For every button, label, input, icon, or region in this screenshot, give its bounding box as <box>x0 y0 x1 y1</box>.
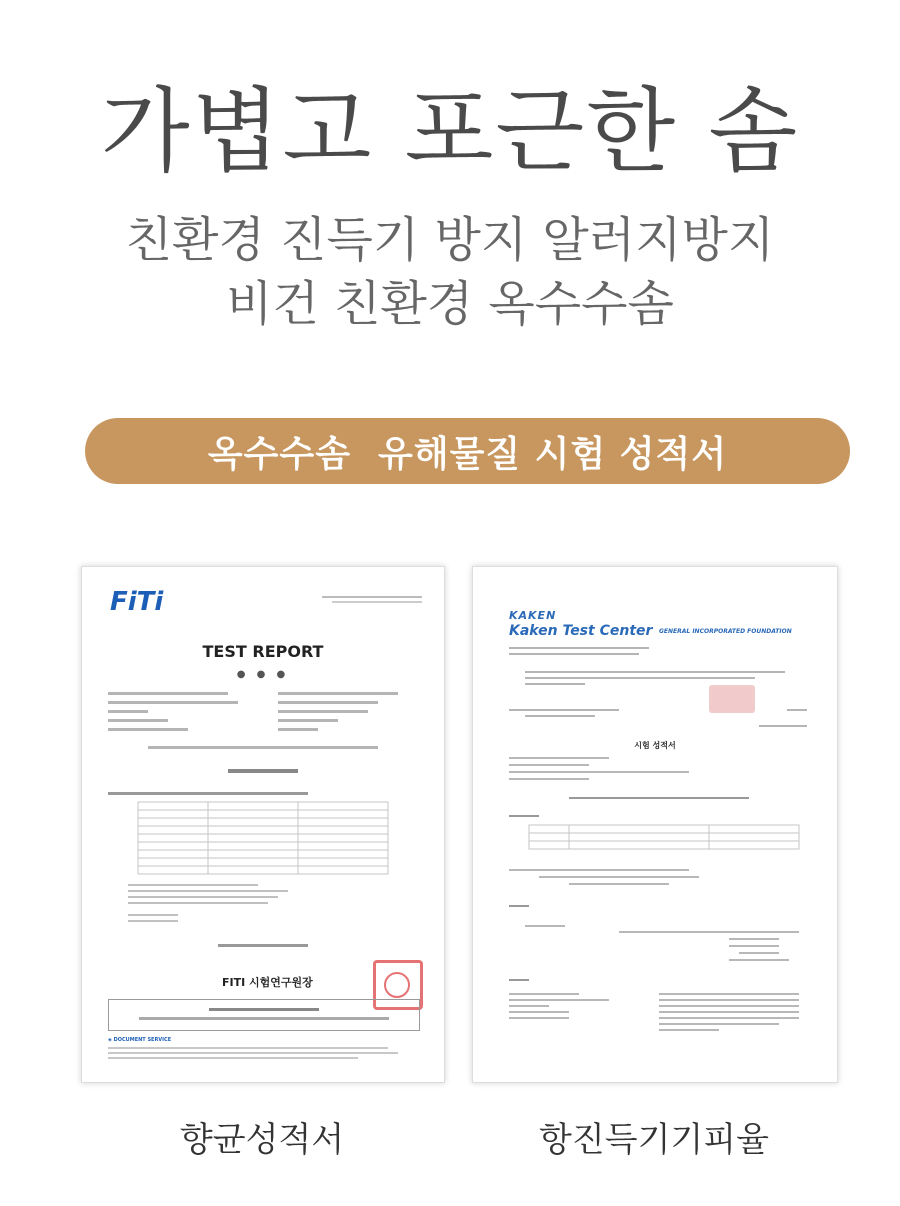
subtitle-line-2: 비건 친환경 옥수수솜 <box>226 276 674 332</box>
fiti-seal-text: FITI 시험연구원장 <box>222 976 313 989</box>
kaken-logo-main: Kaken Test Center <box>509 623 653 639</box>
fiti-test-report-image <box>81 566 445 1083</box>
page-subtitle <box>0 208 900 336</box>
kaken-report-heading: 시험 성적서 <box>634 741 676 750</box>
report-heading: TEST REPORT <box>202 642 324 661</box>
report-body-text <box>108 692 418 962</box>
fiti-logo: FiTi <box>110 587 164 617</box>
kaken-red-stamp <box>709 685 755 713</box>
caption-antibacterial-report: 향균성적서 <box>179 1120 345 1160</box>
subtitle-line-1: 친환경 진득기 방지 알러지방지 <box>125 212 775 268</box>
document-service-label: ◈ DOCUMENT SERVICE <box>108 1037 172 1043</box>
stamp-circle <box>384 972 410 998</box>
ks-confirm-box <box>108 999 420 1031</box>
kaken-body-text <box>509 757 809 1057</box>
document-service-notes <box>108 1047 418 1067</box>
kaken-logo-sub: GENERAL INCORPORATED FOUNDATION <box>659 628 792 635</box>
section-banner: 옥수수솜 유해물질 시험 성적서 <box>85 418 850 484</box>
report-dots: ● ● ● <box>236 669 290 680</box>
kaken-header-text <box>509 647 809 737</box>
kaken-logo-top: KAKEN <box>509 609 557 622</box>
caption-anti-mite-rate: 항진득기기피율 <box>539 1120 769 1160</box>
page-title: 가볍고 포근한 솜 <box>100 78 800 185</box>
fiti-address-text <box>322 595 422 605</box>
kaken-test-report-image <box>472 566 838 1083</box>
